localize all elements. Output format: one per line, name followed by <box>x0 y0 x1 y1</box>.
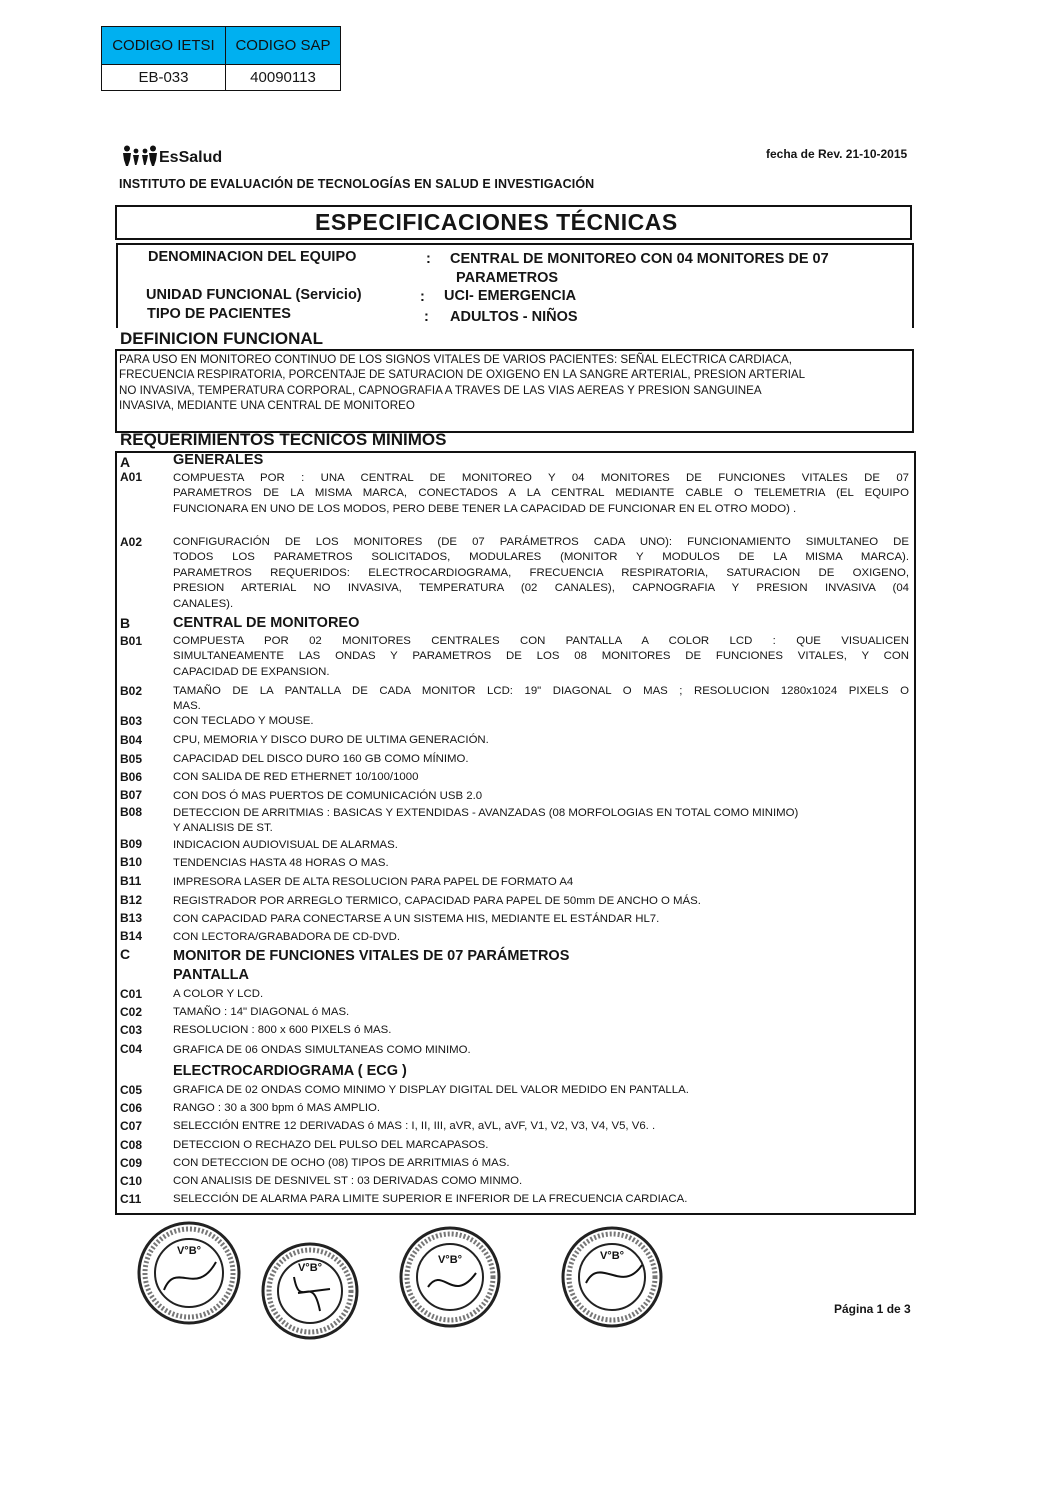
revision-date: fecha de Rev. 21-10-2015 <box>766 147 908 161</box>
item-b13: CON CAPACIDAD PARA CONECTARSE A UN SISTEMA HIS, MEDIANTE EL ESTÁNDAR HL7. <box>173 913 660 925</box>
unidad-label: UNIDAD FUNCIONAL (Servicio) <box>146 287 362 303</box>
item-code: C11 <box>120 1192 142 1206</box>
item-a02 <box>173 535 909 612</box>
item-line: COMPUESTA POR 02 MONITORES CENTRALES CON PANTALLA A COLOR LCD : QUE VISUALICEN <box>173 635 909 647</box>
page-number: Página 1 de 3 <box>834 1302 911 1316</box>
item-code: C03 <box>120 1023 143 1037</box>
item-line: CAPACIDAD DE EXPANSION. <box>173 665 330 678</box>
item-b01 <box>173 634 909 680</box>
item-code: C05 <box>120 1083 143 1097</box>
approval-seal-4 <box>560 1225 664 1329</box>
subsection-ecg: ELECTROCARDIOGRAMA ( ECG ) <box>173 1063 407 1079</box>
item-code: B09 <box>120 837 143 851</box>
item-line: CONFIGURACIÓN DE LOS MONITORES (DE 07 PARÁMETROS CADA UNO): FUNCIONAMIENTO SIMULTANEO DE <box>173 536 909 548</box>
approval-seal-2 <box>260 1241 360 1341</box>
unidad-colon: : <box>420 289 425 305</box>
item-b05: CAPACIDAD DEL DISCO DURO 160 GB COMO MÍNIMO. <box>173 753 469 765</box>
item-b04: CPU, MEMORIA Y DISCO DURO DE ULTIMA GENERACIÓN. <box>173 734 489 746</box>
item-code: C07 <box>120 1119 143 1133</box>
requerimientos-heading: REQUERIMIENTOS TECNICOS MINIMOS <box>120 430 447 449</box>
item-code: A01 <box>120 470 143 484</box>
item-c02: TAMAÑO : 14" DIAGONAL ó MAS. <box>173 1006 350 1018</box>
item-c05: GRAFICA DE 02 ONDAS COMO MINIMO Y DISPLAY DIGITAL DEL VALOR MEDIDO EN PANTALLA. <box>173 1084 689 1096</box>
item-line: COMPUESTA POR : UNA CENTRAL DE MONITOREO Y 04 MONITORES DE FUNCIONES VITALES DE 07 <box>173 472 909 484</box>
item-code: B04 <box>120 733 143 747</box>
item-code: C08 <box>120 1138 143 1152</box>
item-code: C02 <box>120 1005 143 1019</box>
seal-text: V°B° <box>297 1262 323 1274</box>
item-code: C01 <box>120 987 143 1001</box>
section-code-c: C <box>120 946 131 962</box>
section-code-b: B <box>120 615 131 631</box>
ietsi-code-header: CODIGO IETSI <box>102 27 226 65</box>
denominacion-colon: : <box>426 251 431 267</box>
item-line: PRESION ARTERIAL NO INVASIVA, TEMPERATURA (02 CANALES), CAPNOGRAFIA Y PRESION INVASIVA (04 <box>173 582 909 595</box>
item-line: SIMULTANEAMENTE LAS ONDAS Y PARAMETROS DE LOS 08 MONITORES DE FUNCIONES VITALES, Y CON <box>173 650 909 663</box>
definicion-line: FRECUENCIA RESPIRATORIA, PORCENTAJE DE SATURACION DE OXIGENO EN LA SANGRE ARTERIAL, PRESION ARTERIAL <box>119 368 806 382</box>
item-c07: SELECCIÓN ENTRE 12 DERIVADAS ó MAS : I, II, III, aVR, aVL, aVF, V1, V2, V3, V4, V5, V6. . <box>173 1120 656 1132</box>
item-b08 <box>173 806 909 837</box>
item-code: B10 <box>120 855 143 869</box>
definicion-text <box>119 352 909 414</box>
item-line: PARAMETROS REQUERIDOS: ELECTROCARDIOGRAMA, FRECUENCIA RESPIRATORIA, SATURACION DE OXIGENO, <box>173 566 909 579</box>
item-b03: CON TECLADO Y MOUSE. <box>173 715 314 727</box>
ietsi-code-value: EB-033 <box>102 65 226 91</box>
denominacion-value-2: PARAMETROS <box>456 270 559 286</box>
approval-seal-3 <box>398 1225 502 1329</box>
item-code: C04 <box>120 1042 143 1056</box>
section-title-central: CENTRAL DE MONITOREO <box>173 615 360 631</box>
unidad-value: UCI- EMERGENCIA <box>444 288 577 304</box>
institute-name: INSTITUTO DE EVALUACIÓN DE TECNOLOGÍAS EN SALUD E INVESTIGACIÓN <box>119 177 595 191</box>
item-b09: INDICACION AUDIOVISUAL DE ALARMAS. <box>173 839 398 851</box>
item-c06: RANGO : 30 a 300 bpm ó MAS AMPLIO. <box>173 1102 381 1114</box>
item-code: B05 <box>120 752 143 766</box>
item-code: B12 <box>120 893 143 907</box>
seal-text: V°B° <box>176 1245 202 1257</box>
approval-seal-1 <box>136 1220 242 1326</box>
item-line: TODOS LOS PARAMETROS SOLICITADOS, MODULARES (MONITOR Y MODULOS DE LA MISMA MARCA). <box>173 551 909 564</box>
item-code: B06 <box>120 770 143 784</box>
item-b07: CON DOS Ó MAS PUERTOS DE COMUNICACIÓN USB 2.0 <box>173 790 483 802</box>
item-code: B11 <box>120 874 142 888</box>
item-code: C09 <box>120 1156 143 1170</box>
item-b10: TENDENCIAS HASTA 48 HORAS O MAS. <box>173 857 389 869</box>
item-line: PARAMETROS DE LA MISMA MARCA, CONECTADOS A LA CENTRAL MEDIANTE CABLE O TELEMETRIA (EL EQUIPO <box>173 487 909 500</box>
item-c10: CON ANALISIS DE DESNIVEL ST : 03 DERIVADAS COMO MINMO. <box>173 1175 523 1187</box>
code-table <box>101 26 341 91</box>
logo-text: EsSalud <box>159 149 223 166</box>
item-line: CANALES). <box>173 597 234 610</box>
item-code: B03 <box>120 714 143 728</box>
tipo-value: ADULTOS - NIÑOS <box>450 309 578 325</box>
denominacion-value-1: CENTRAL DE MONITOREO CON 04 MONITORES DE 07 <box>450 251 829 267</box>
denominacion-label: DENOMINACION DEL EQUIPO <box>148 249 357 265</box>
item-c08: DETECCION O RECHAZO DEL PULSO DEL MARCAPASOS. <box>173 1139 489 1151</box>
item-code: C10 <box>120 1174 143 1188</box>
section-title-generales: GENERALES <box>173 452 264 468</box>
item-c11: SELECCIÓN DE ALARMA PARA LIMITE SUPERIOR E INFERIOR DE LA FRECUENCIA CARDIACA. <box>173 1193 688 1205</box>
item-code: C06 <box>120 1101 143 1115</box>
document-title: ESPECIFICACIONES TÉCNICAS <box>315 209 678 235</box>
definicion-line: PARA USO EN MONITOREO CONTINUO DE LOS SIGNOS VITALES DE VARIOS PACIENTES: SEÑAL ELECTRICA CARDIACA, <box>119 353 793 366</box>
item-b12: REGISTRADOR POR ARREGLO TERMICO, CAPACIDAD PARA PAPEL DE 50mm DE ANCHO O MÁS. <box>173 895 701 907</box>
item-line: FUNCIONARA EN UNO DE LOS MODOS, PERO DEBE TENER LA CAPACIDAD DE FUNCIONAR EN EL OTRO MODO) . <box>173 502 797 515</box>
item-c04: GRAFICA DE 06 ONDAS SIMULTANEAS COMO MINIMO. <box>173 1044 471 1056</box>
item-line: MAS. <box>173 700 201 713</box>
item-b02 <box>173 684 909 715</box>
item-b06: CON SALIDA DE RED ETHERNET 10/100/1000 <box>173 771 419 783</box>
section-title-monitor: MONITOR DE FUNCIONES VITALES DE 07 PARÁMETROS <box>173 948 570 964</box>
item-code: A02 <box>120 535 143 549</box>
section-code-a: A <box>120 454 131 470</box>
item-c01: A COLOR Y LCD. <box>173 988 264 1000</box>
item-code: B01 <box>120 634 143 648</box>
item-code: B07 <box>120 788 143 802</box>
item-line: Y ANALISIS DE ST. <box>173 822 273 835</box>
item-line: DETECCION DE ARRITMIAS : BASICAS Y EXTENDIDAS - AVANZADAS (08 MORFOLOGIAS EN TOTAL COMO MINIMO) <box>173 807 799 819</box>
family-logo-icon <box>121 145 157 167</box>
item-c03: RESOLUCION : 800 x 600 PIXELS ó MAS. <box>173 1024 392 1036</box>
item-code: B02 <box>120 684 143 698</box>
tipo-colon: : <box>424 309 429 325</box>
definicion-line: INVASIVA, MEDIANTE UNA CENTRAL DE MONITOREO <box>119 399 415 413</box>
definicion-line: NO INVASIVA, TEMPERATURA CORPORAL, CAPNOGRAFIA A TRAVES DE LAS VIAS AEREAS Y PRESION SANGUINEA <box>119 383 762 397</box>
essalud-logo <box>121 145 222 167</box>
item-code: B08 <box>120 805 143 819</box>
definicion-heading: DEFINICION FUNCIONAL <box>120 329 324 348</box>
item-a01 <box>173 471 909 517</box>
sap-code-header: CODIGO SAP <box>225 27 340 65</box>
tipo-label: TIPO DE PACIENTES <box>147 306 291 322</box>
seal-text: V°B° <box>437 1254 463 1266</box>
item-b11: IMPRESORA LASER DE ALTA RESOLUCION PARA PAPEL DE FORMATO A4 <box>173 876 574 888</box>
sap-code-value: 40090113 <box>225 65 340 91</box>
item-code: B13 <box>120 911 143 925</box>
item-c09: CON DETECCION DE OCHO (08) TIPOS DE ARRITMIAS ó MAS. <box>173 1157 510 1169</box>
subsection-pantalla: PANTALLA <box>173 967 249 983</box>
item-b14: CON LECTORA/GRABADORA DE CD-DVD. <box>173 931 401 943</box>
item-code: B14 <box>120 929 143 943</box>
item-line: TAMAÑO DE LA PANTALLA DE CADA MONITOR LCD: 19" DIAGONAL O MAS ; RESOLUCION 1280x1024 PIXELS O <box>173 685 909 697</box>
seal-text: V°B° <box>599 1250 625 1262</box>
